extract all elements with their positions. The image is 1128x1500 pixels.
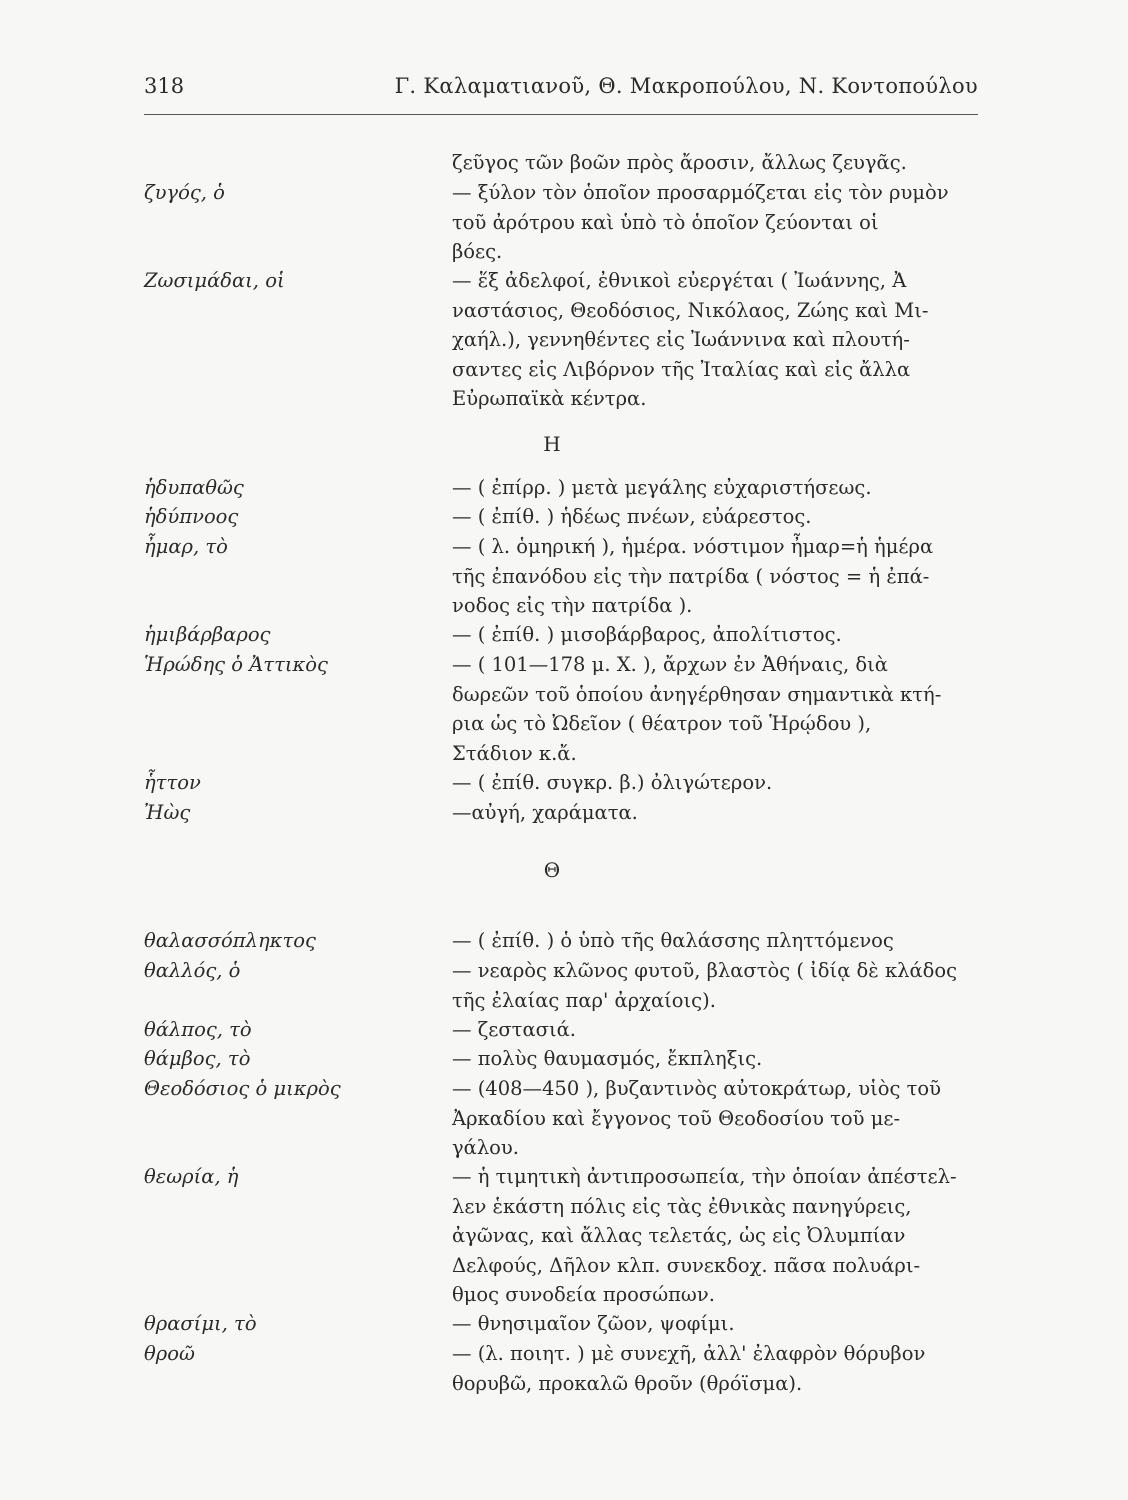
definition-line: ἀγῶνας, καὶ ἄλλας τελετάς, ὡς εἰς Ὀλυμπίαν (452, 1224, 906, 1247)
section-letter-eta: Η (543, 432, 561, 456)
definition-line: — ἕξ ἀδελφοί, ἐθνικοὶ εὐεργέται ( Ἰωάννης, Ἀ (452, 269, 907, 292)
entry-definition (452, 148, 978, 178)
entry-headword: Θεοδόσιος ὁ μικρὸς (144, 1077, 341, 1100)
definition-line: θμος συνοδεία προσώπων. (452, 1283, 715, 1306)
entry-definition (452, 1162, 978, 1310)
entry-headword: θάμβος, τὸ (144, 1047, 251, 1070)
entry-definition (452, 956, 978, 1015)
definition-line: τῆς ἐπανόδου εἰς τὴν πατρίδα ( νόστος = ἡ ἐπά- (452, 564, 930, 588)
entry-headword: θροῶ (144, 1342, 195, 1365)
entry-definition (452, 1074, 978, 1163)
definition-line: ναστάσιος, Θεοδόσιος, Νικόλαος, Ζώης καὶ Μι- (452, 298, 929, 322)
entry-definition (452, 532, 978, 621)
entry-definition (452, 266, 978, 414)
entry-definition (452, 1309, 978, 1339)
entry-definition (452, 1015, 978, 1045)
definition-line: — (408—450 ), βυζαντινὸς αὐτοκράτωρ, υἱὸς τοῦ (452, 1077, 941, 1100)
entry-headword: ἦμαρ, τὸ (144, 535, 228, 558)
entry-definition (452, 620, 978, 650)
definition-line: ζεῦγος τῶν βοῶν πρὸς ἄροσιν, ἄλλως ζευγᾶς. (452, 151, 907, 174)
page-number: 318 (144, 74, 185, 98)
definition-line: — πολὺς θαυμασμός, ἔκπληξις. (452, 1047, 763, 1070)
entry-definition (452, 473, 978, 503)
definition-line: — ἡ τιμητικὴ ἀντιπροσωπεία, τὴν ὁποίαν ἀπέστελ- (452, 1165, 957, 1188)
definition-line: — ξύλον τὸν ὁποῖον προσαρμόζεται εἰς τὸν ρυμὸν (452, 181, 949, 204)
definition-line: νοδος εἰς τὴν πατρίδα ). (452, 594, 693, 617)
definition-line: Ἀρκαδίου καὶ ἔγγονος τοῦ Θεοδοσίου τοῦ με- (452, 1106, 901, 1130)
definition-line: — ( ἐπίθ. ) ἡδέως πνέων, εὐάρεστος. (452, 505, 812, 528)
definition-line: — (λ. ποιητ. ) μὲ συνεχῆ, ἀλλ' ἐλαφρὸν θόρυβον (452, 1342, 926, 1365)
entry-headword: ζυγός, ὁ (144, 181, 225, 204)
entry-headword: θαλασσόπληκτος (144, 929, 316, 952)
definition-line: — ( ἐπίρρ. ) μετὰ μεγάλης εὐχαριστήσεως. (452, 476, 872, 499)
entry-headword: ἡδυπαθῶς (144, 476, 244, 499)
definition-line: θορυβῶ, προκαλῶ θροῦν (θρόϊσμα). (452, 1371, 803, 1395)
definition-line: — ( ἐπίθ. ) ὁ ὑπὸ τῆς θαλάσσης πληττόμενος (452, 929, 894, 952)
definition-line: βόες. (452, 240, 503, 263)
definition-line: — ( ἐπίθ. συγκρ. β.) ὀλιγώτερον. (452, 771, 773, 794)
definition-line: ρια ὡς τὸ Ὠδεῖον ( θέατρον τοῦ Ἡρῴδου ), (452, 712, 872, 735)
entry-headword: θρασίμι, τὸ (144, 1312, 257, 1335)
entry-headword: ἡμιβάρβαρος (144, 623, 271, 646)
entry-headword: θαλλός, ὁ (144, 959, 241, 982)
definition-line: —αὐγή, χαράματα. (452, 801, 638, 824)
entry-definition (452, 178, 978, 267)
definition-line: — νεαρὸς κλῶνος φυτοῦ, βλαστὸς ( ἰδίᾳ δὲ κλάδος (452, 959, 958, 982)
entry-definition (452, 768, 978, 798)
header-rule (144, 114, 978, 115)
running-head: Γ. Καλαματιανοῦ, Θ. Μακροπούλου, Ν. Κοντοπούλου (394, 74, 978, 98)
definition-line: — θνησιμαῖον ζῶον, ψοφίμι. (452, 1312, 735, 1335)
definition-line: δωρεῶν τοῦ ὁποίου ἀνηγέρθησαν σημαντικὰ κτή- (452, 682, 942, 706)
section-letter-theta: Θ (543, 858, 561, 882)
entry-definition (452, 798, 978, 828)
definition-line: — ζεστασιά. (452, 1018, 576, 1041)
entry-headword: ἧττον (144, 771, 201, 794)
definition-line: Στάδιον κ.ἄ. (452, 741, 577, 765)
entry-definition (452, 1339, 978, 1398)
definition-line: τοῦ ἀρότρου καὶ ὑπὸ τὸ ὁποῖον ζεύονται οἱ (452, 210, 879, 234)
entry-headword: θεωρία, ἡ (144, 1165, 239, 1188)
entry-headword: Ἡρώδης ὁ Ἀττικὸς (144, 653, 328, 676)
entry-headword: θάλπος, τὸ (144, 1018, 252, 1041)
entry-headword: Ἠὼς (144, 801, 191, 824)
definition-line: — ( 101—178 μ. Χ. ), ἄρχων ἐν Ἀθήναις, διὰ (452, 653, 888, 676)
entry-headword: Ζωσιμάδαι, οἱ (144, 269, 285, 292)
definition-line: σαντες εἰς Λιβόρνον τῆς Ἰταλίας καὶ εἰς ἄλλα (452, 357, 911, 381)
definition-line: — ( ἐπίθ. ) μισοβάρβαρος, ἀπολίτιστος. (452, 623, 842, 646)
definition-line: τῆς ἐλαίας παρ' ἀρχαίοις). (452, 988, 716, 1012)
definition-line: χαήλ.), γεννηθέντες εἰς Ἰωάννινα καὶ πλουτή- (452, 328, 910, 351)
definition-line: λεν ἑκάστη πόλις εἰς τὰς ἐθνικὰς πανηγύρεις, (452, 1194, 912, 1218)
page-header (144, 70, 978, 110)
entry-definition (452, 926, 978, 956)
entry-headword: ἡδύπνοος (144, 505, 239, 528)
entry-definition (452, 502, 978, 532)
definition-line: γάλου. (452, 1136, 519, 1159)
definition-line: Εὐρωπαϊκὰ κέντρα. (452, 387, 647, 410)
definition-line: — ( λ. ὁμηρική ), ἡμέρα. νόστιμον ἦμαρ=ἡ ἡμέρα (452, 535, 934, 558)
definition-line: Δελφούς, Δῆλον κλπ. συνεκδοχ. πᾶσα πολυάρι- (452, 1253, 921, 1277)
entry-definition (452, 1044, 978, 1074)
entry-definition (452, 650, 978, 768)
